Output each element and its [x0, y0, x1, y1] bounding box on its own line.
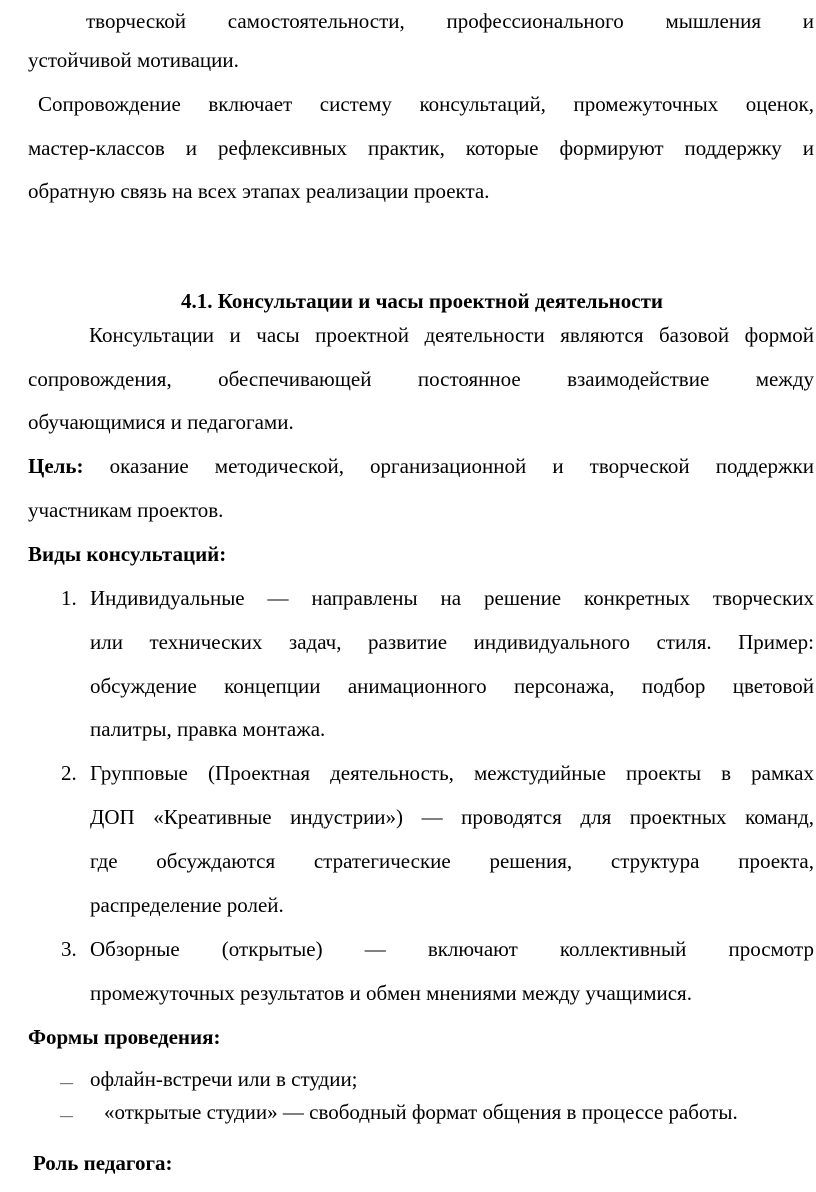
forms-item: офлайн-встречи или в студии; [90, 1067, 358, 1091]
support-paragraph-line-2: мастер-классов и рефлексивных практик, которые формируют поддержку и [28, 136, 814, 160]
list-item-line: Групповые (Проектная деятельность, межстудийные проекты в рамках [90, 761, 814, 785]
list-item-line: или технических задач, развитие индивидуального стиля. Пример: [90, 630, 814, 654]
goal-label: Цель: [28, 454, 84, 478]
goal-line-1 [28, 453, 814, 479]
dash-marker: — [60, 1108, 73, 1123]
forms-heading: Формы проведения: [28, 1025, 221, 1049]
list-item-number: 3. [61, 937, 77, 961]
list-item-line: где обсуждаются стратегические решения, структура проекта, [90, 849, 814, 873]
list-item-line: Индивидуальные — направлены на решение конкретных творческих [90, 586, 814, 610]
forms-item: «открытые студии» — свободный формат общения в процессе работы. [104, 1100, 738, 1124]
list-item-line: промежуточных результатов и обмен мнениями между учащимися. [90, 981, 692, 1005]
types-heading: Виды консультаций: [28, 542, 227, 566]
list-item-line: обсуждение концепции анимационного персонажа, подбор цветовой [90, 674, 814, 698]
list-item-number: 2. [61, 761, 77, 785]
dash-marker: — [60, 1075, 73, 1090]
role-heading: Роль педагога: [33, 1151, 173, 1175]
list-item-line: ДОП «Креативные индустрии») — проводятся для проектных команд, [90, 805, 814, 829]
list-item-line: распределение ролей. [90, 893, 284, 917]
goal-text: оказание методической, организационной и творческой поддержки [109, 454, 815, 478]
section-paragraph-line-1: Консультации и часы проектной деятельности являются базовой формой [89, 323, 814, 347]
support-paragraph-line-1: Сопровождение включает систему консультаций, промежуточных оценок, [38, 92, 814, 116]
intro-line-1: творческой самостоятельности, профессионального мышления и [86, 9, 814, 33]
support-paragraph-line-3: обратную связь на всех этапах реализации проекта. [28, 179, 490, 203]
intro-line-2: устойчивой мотивации. [28, 48, 239, 72]
section-paragraph-line-2: сопровождения, обеспечивающей постоянное взаимодействие между [28, 367, 814, 391]
section-heading: 4.1. Консультации и часы проектной деятельности [180, 289, 664, 313]
goal-line-2: участникам проектов. [28, 498, 224, 522]
list-item-number: 1. [61, 586, 77, 610]
list-item-line: палитры, правка монтажа. [90, 717, 326, 741]
list-item-line: Обзорные (открытые) — включают коллективный просмотр [90, 937, 814, 961]
section-paragraph-line-3: обучающимися и педагогами. [28, 410, 294, 434]
